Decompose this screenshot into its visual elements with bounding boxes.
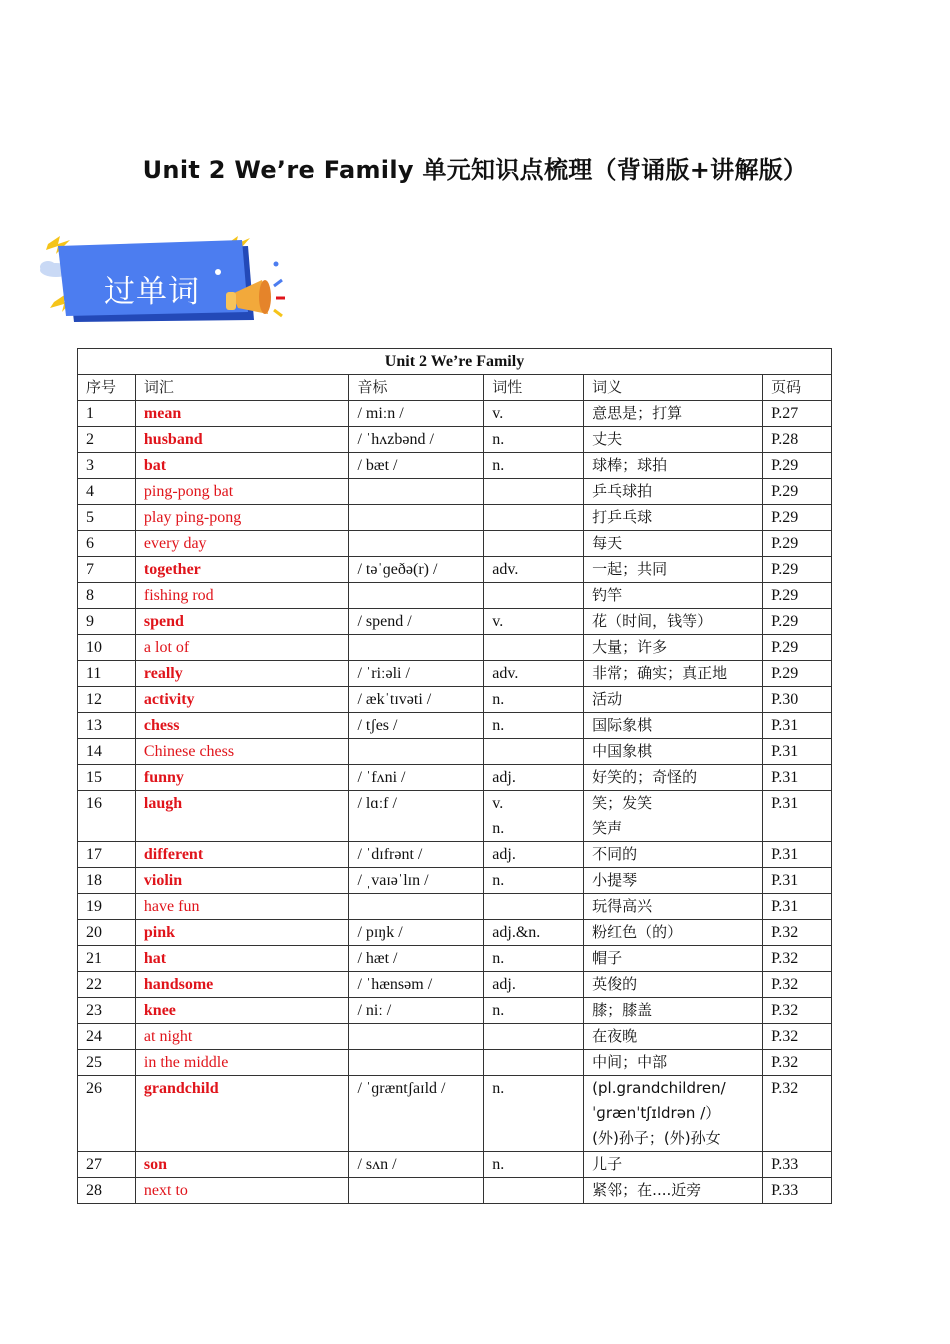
banner-label: 过单词 [104, 274, 200, 310]
row-phonetic [349, 1050, 484, 1076]
row-number: 18 [78, 868, 136, 894]
row-page: P.32 [763, 1076, 832, 1152]
row-number: 26 [78, 1076, 136, 1152]
row-part-of-speech: n. [484, 1152, 584, 1178]
row-page: P.29 [763, 661, 832, 687]
row-page: P.29 [763, 479, 832, 505]
row-phonetic: / pɪŋk / [349, 920, 484, 946]
row-meaning: 打乒乓球 [584, 505, 763, 531]
row-meaning: 小提琴 [584, 868, 763, 894]
header-meaning: 词义 [584, 375, 763, 401]
row-page: P.31 [763, 765, 832, 791]
row-phonetic: / ækˈtɪvəti / [349, 687, 484, 713]
table-row [78, 765, 832, 791]
row-page: P.32 [763, 1050, 832, 1076]
row-phonetic: / lɑːf / [349, 791, 484, 842]
row-part-of-speech [484, 894, 584, 920]
row-phonetic: / miːn / [349, 401, 484, 427]
row-number: 8 [78, 583, 136, 609]
table-row [78, 713, 832, 739]
row-meaning: 活动 [584, 687, 763, 713]
row-word: different [135, 842, 349, 868]
row-number: 9 [78, 609, 136, 635]
row-part-of-speech: v. [484, 401, 584, 427]
row-page: P.32 [763, 972, 832, 998]
row-part-of-speech [484, 479, 584, 505]
row-word: in the middle [135, 1050, 349, 1076]
row-number: 6 [78, 531, 136, 557]
row-number: 1 [78, 401, 136, 427]
row-meaning: (pl.grandchildren/ ˈɡrænˈtʃɪldrən /） (外)孙子；(外)孙女 [584, 1076, 763, 1152]
table-row [78, 609, 832, 635]
row-phonetic: / ˈɡræntʃaɪld / [349, 1076, 484, 1152]
row-meaning: 中间；中部 [584, 1050, 763, 1076]
table-row [78, 635, 832, 661]
row-page: P.29 [763, 635, 832, 661]
row-meaning: 非常；确实；真正地 [584, 661, 763, 687]
table-row [78, 1050, 832, 1076]
row-word: handsome [135, 972, 349, 998]
table-row [78, 739, 832, 765]
row-number: 7 [78, 557, 136, 583]
row-word: grandchild [135, 1076, 349, 1152]
row-part-of-speech [484, 583, 584, 609]
row-page: P.33 [763, 1152, 832, 1178]
row-phonetic: / ˌvaɪəˈlɪn / [349, 868, 484, 894]
row-meaning: 粉红色（的） [584, 920, 763, 946]
row-number: 28 [78, 1178, 136, 1204]
row-phonetic: / hæt / [349, 946, 484, 972]
row-word: son [135, 1152, 349, 1178]
row-meaning: 膝；膝盖 [584, 998, 763, 1024]
row-word: hat [135, 946, 349, 972]
row-meaning: 英俊的 [584, 972, 763, 998]
table-row [78, 868, 832, 894]
row-page: P.29 [763, 505, 832, 531]
header-word: 词汇 [135, 375, 349, 401]
row-part-of-speech [484, 505, 584, 531]
row-word: a lot of [135, 635, 349, 661]
table-caption-row [78, 349, 832, 375]
row-word: play ping-pong [135, 505, 349, 531]
table-row [78, 972, 832, 998]
table-row [78, 505, 832, 531]
row-word: violin [135, 868, 349, 894]
row-phonetic: / tʃes / [349, 713, 484, 739]
row-part-of-speech [484, 531, 584, 557]
row-number: 10 [78, 635, 136, 661]
table-row [78, 453, 832, 479]
row-meaning: 不同的 [584, 842, 763, 868]
row-word: next to [135, 1178, 349, 1204]
row-part-of-speech: n. [484, 1076, 584, 1152]
row-word: laugh [135, 791, 349, 842]
table-row [78, 479, 832, 505]
row-meaning: 丈夫 [584, 427, 763, 453]
row-word: husband [135, 427, 349, 453]
row-phonetic: / ˈhænsəm / [349, 972, 484, 998]
table-row [78, 1178, 832, 1204]
table-row [78, 894, 832, 920]
row-meaning: 好笑的；奇怪的 [584, 765, 763, 791]
row-number: 13 [78, 713, 136, 739]
row-meaning: 帽子 [584, 946, 763, 972]
row-page: P.33 [763, 1178, 832, 1204]
row-number: 24 [78, 1024, 136, 1050]
row-part-of-speech [484, 635, 584, 661]
row-word: together [135, 557, 349, 583]
row-part-of-speech: n. [484, 687, 584, 713]
row-word: really [135, 661, 349, 687]
row-word: ping-pong bat [135, 479, 349, 505]
row-phonetic: / sʌn / [349, 1152, 484, 1178]
row-number: 20 [78, 920, 136, 946]
row-phonetic: / ˈhʌzbənd / [349, 427, 484, 453]
row-number: 2 [78, 427, 136, 453]
row-phonetic [349, 531, 484, 557]
row-page: P.31 [763, 739, 832, 765]
row-part-of-speech [484, 1178, 584, 1204]
table-row [78, 661, 832, 687]
table-row [78, 842, 832, 868]
row-part-of-speech [484, 1050, 584, 1076]
table-row [78, 946, 832, 972]
row-phonetic [349, 479, 484, 505]
row-phonetic [349, 1178, 484, 1204]
row-meaning: 中国象棋 [584, 739, 763, 765]
row-word: funny [135, 765, 349, 791]
row-phonetic [349, 505, 484, 531]
row-number: 3 [78, 453, 136, 479]
row-number: 17 [78, 842, 136, 868]
row-word: spend [135, 609, 349, 635]
row-page: P.29 [763, 583, 832, 609]
row-number: 25 [78, 1050, 136, 1076]
row-part-of-speech [484, 739, 584, 765]
row-part-of-speech: n. [484, 713, 584, 739]
row-word: every day [135, 531, 349, 557]
table-caption: Unit 2 We’re Family [78, 349, 832, 375]
row-page: P.32 [763, 1024, 832, 1050]
row-page: P.28 [763, 427, 832, 453]
row-word: mean [135, 401, 349, 427]
row-meaning: 乒乓球拍 [584, 479, 763, 505]
row-part-of-speech: n. [484, 946, 584, 972]
row-meaning: 笑；发笑 笑声 [584, 791, 763, 842]
row-number: 16 [78, 791, 136, 842]
row-page: P.29 [763, 557, 832, 583]
row-phonetic: / ˈdɪfrənt / [349, 842, 484, 868]
document-title: Unit 2 We’re Family 单元知识点梳理（背诵版+讲解版） [142, 156, 808, 184]
row-part-of-speech: adv. [484, 557, 584, 583]
row-meaning: 一起；共同 [584, 557, 763, 583]
row-meaning: 球棒；球拍 [584, 453, 763, 479]
table-row [78, 427, 832, 453]
row-part-of-speech: n. [484, 453, 584, 479]
row-page: P.31 [763, 791, 832, 842]
row-page: P.30 [763, 687, 832, 713]
row-part-of-speech: adj. [484, 765, 584, 791]
row-number: 5 [78, 505, 136, 531]
row-number: 4 [78, 479, 136, 505]
table-row [78, 401, 832, 427]
row-number: 14 [78, 739, 136, 765]
row-word: have fun [135, 894, 349, 920]
row-part-of-speech: n. [484, 998, 584, 1024]
row-meaning: 每天 [584, 531, 763, 557]
row-meaning: 紧邻；在....近旁 [584, 1178, 763, 1204]
row-number: 12 [78, 687, 136, 713]
row-meaning: 大量；许多 [584, 635, 763, 661]
table-row [78, 687, 832, 713]
row-word: activity [135, 687, 349, 713]
row-page: P.32 [763, 998, 832, 1024]
row-part-of-speech: adj.&n. [484, 920, 584, 946]
row-phonetic [349, 583, 484, 609]
row-word: knee [135, 998, 349, 1024]
row-number: 23 [78, 998, 136, 1024]
row-page: P.29 [763, 609, 832, 635]
row-phonetic: / ˈriːəli / [349, 661, 484, 687]
row-number: 21 [78, 946, 136, 972]
table-row [78, 998, 832, 1024]
table-row [78, 1152, 832, 1178]
row-phonetic [349, 1024, 484, 1050]
row-page: P.31 [763, 868, 832, 894]
row-word: fishing rod [135, 583, 349, 609]
row-number: 15 [78, 765, 136, 791]
row-number: 22 [78, 972, 136, 998]
row-number: 11 [78, 661, 136, 687]
table-row [78, 1076, 832, 1152]
row-part-of-speech: adj. [484, 972, 584, 998]
row-meaning: 花（时间，钱等） [584, 609, 763, 635]
row-phonetic: / bæt / [349, 453, 484, 479]
table-row [78, 791, 832, 842]
row-page: P.32 [763, 946, 832, 972]
row-page: P.29 [763, 453, 832, 479]
row-word: chess [135, 713, 349, 739]
header-part-of-speech: 词性 [484, 375, 584, 401]
row-part-of-speech: adj. [484, 842, 584, 868]
row-phonetic [349, 739, 484, 765]
row-page: P.31 [763, 842, 832, 868]
table-row [78, 531, 832, 557]
row-meaning: 钓竿 [584, 583, 763, 609]
row-page: P.27 [763, 401, 832, 427]
row-page: P.32 [763, 920, 832, 946]
table-header-row [78, 375, 832, 401]
row-phonetic: / təˈɡeðə(r) / [349, 557, 484, 583]
row-meaning: 意思是；打算 [584, 401, 763, 427]
row-part-of-speech: n. [484, 427, 584, 453]
header-number: 序号 [78, 375, 136, 401]
table-row [78, 583, 832, 609]
row-phonetic: / spend / [349, 609, 484, 635]
row-word: bat [135, 453, 349, 479]
row-page: P.31 [763, 894, 832, 920]
row-word: Chinese chess [135, 739, 349, 765]
vocabulary-table [77, 348, 832, 1204]
row-meaning: 玩得高兴 [584, 894, 763, 920]
row-meaning: 在夜晚 [584, 1024, 763, 1050]
row-word: pink [135, 920, 349, 946]
row-phonetic: / ˈfʌni / [349, 765, 484, 791]
row-phonetic [349, 894, 484, 920]
row-page: P.29 [763, 531, 832, 557]
table-row [78, 557, 832, 583]
row-part-of-speech: v. n. [484, 791, 584, 842]
row-number: 27 [78, 1152, 136, 1178]
row-meaning: 国际象棋 [584, 713, 763, 739]
row-page: P.31 [763, 713, 832, 739]
row-part-of-speech: adv. [484, 661, 584, 687]
row-word: at night [135, 1024, 349, 1050]
table-row [78, 920, 832, 946]
row-number: 19 [78, 894, 136, 920]
table-row [78, 1024, 832, 1050]
row-part-of-speech [484, 1024, 584, 1050]
header-phonetic: 音标 [349, 375, 484, 401]
row-part-of-speech: n. [484, 868, 584, 894]
row-part-of-speech: v. [484, 609, 584, 635]
row-phonetic [349, 635, 484, 661]
row-meaning: 儿子 [584, 1152, 763, 1178]
header-page: 页码 [763, 375, 832, 401]
row-phonetic: / niː / [349, 998, 484, 1024]
